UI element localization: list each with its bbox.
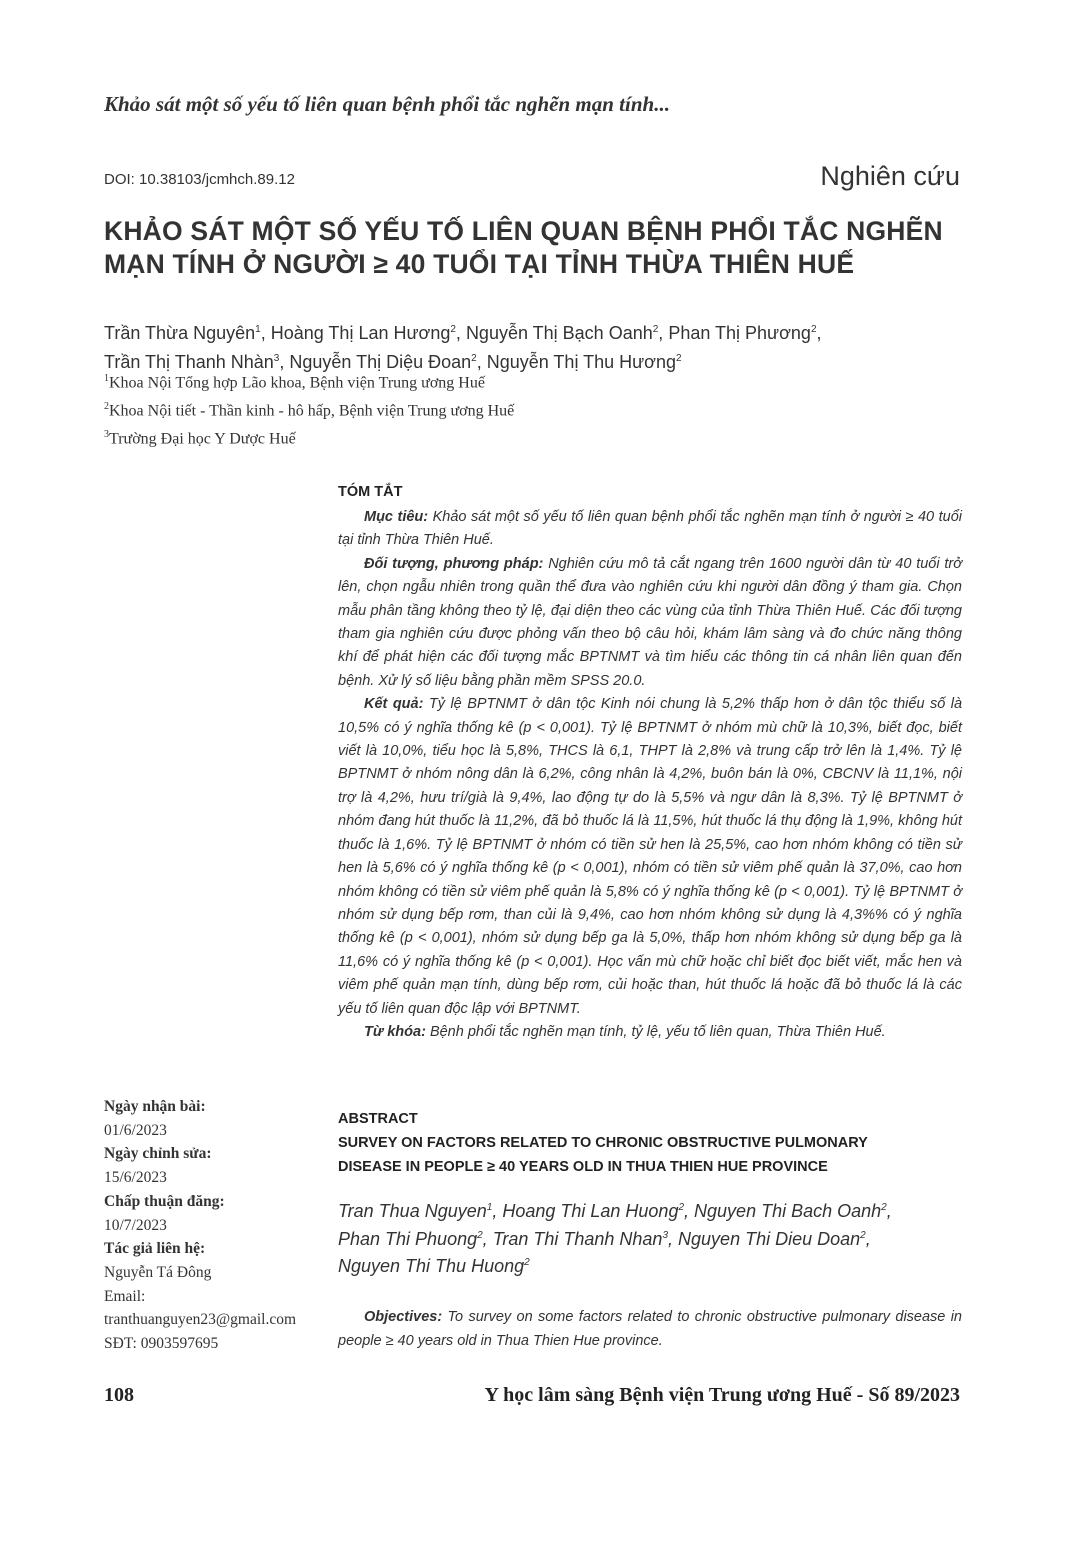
title-line-1: KHẢO SÁT MỘT SỐ YẾU TỐ LIÊN QUAN BỆNH PHỔI TẮC NGHẼN [104, 216, 943, 246]
doi-tuong-text: Nghiên cứu mô tả cắt ngang trên 1600 người dân từ 40 tuổi trở lên, chọn ngẫu nhiên trong quần thể đưa vào nghiên cứu khi người dân đồng ý tham gia. Chọn mẫu phân tầng không theo tỷ lệ, đại diện theo các vùng của tỉnh Thừa Thiên Huế. Các đối tượng tham gia nghiên cứu được phỏng vấn theo bộ câu hỏi, khám lâm sàng và đo chức năng thông khí để phát hiện các đối tượng mắc BPTNMT và tìm hiểu các thông tin cá nhân liên quan đến bệnh. Xử lý số liệu bằng phần mềm SPSS 20.0. [338, 555, 962, 689]
author-sup: 2 [471, 353, 477, 364]
author-sup: 2 [810, 324, 817, 335]
author-sup: 2 [860, 1229, 866, 1241]
author-sup: 2 [881, 1202, 887, 1213]
author-name: Tran Thua Nguyen [338, 1201, 487, 1221]
muc-tieu-text: Khảo sát một số yếu tố liên quan bệnh phổi tắc nghẽn mạn tính ở người ≥ 40 tuổi tại tỉnh Thừa Thiên Huế. [338, 509, 963, 549]
muc-tieu-paragraph [338, 506, 962, 553]
objectives-paragraph [338, 1305, 962, 1353]
affiliation-text: Khoa Nội Tổng hợp Lão khoa, Bệnh viện Trung ương Huế [109, 374, 485, 392]
article-info-sidebar [104, 1095, 329, 1356]
affiliation-3 [104, 429, 804, 448]
section-label: Nghiên cứu [820, 161, 960, 191]
journal-footer: Y học lâm sàng Bệnh viện Trung ương Huế - Số 89/2023 [484, 1384, 960, 1406]
author-sup: 2 [652, 324, 659, 335]
affiliation-sup: 2 [104, 401, 109, 412]
author-name: Trần Thị Thanh Nhàn [104, 352, 274, 372]
affiliation-text: Trường Đại học Y Dược Huế [109, 430, 296, 448]
tu-khoa-paragraph [338, 1021, 962, 1044]
tu-khoa-text: Bệnh phổi tắc nghẽn mạn tính, tỷ lệ, yếu tố liên quan, Thừa Thiên Huế. [425, 1023, 886, 1040]
abstract-heading-block [338, 1107, 868, 1179]
revised-label: Ngày chỉnh sửa: [104, 1145, 212, 1163]
doi-tuong-label: Đối tượng, phương pháp: [364, 555, 544, 572]
abstract-objectives [338, 1305, 962, 1353]
author-sup: 2 [450, 324, 456, 335]
author-sup: 1 [255, 324, 261, 335]
title-line-2: MẠN TÍNH Ở NGƯỜI ≥ 40 TUỔI TẠI TỈNH THỪA THIÊN HUẾ [104, 249, 855, 279]
received-date: 01/6/2023 [104, 1121, 167, 1139]
author-name: Phan Thị Phương [668, 323, 811, 343]
author-name: Nguyen Thi Dieu Doan [678, 1228, 861, 1249]
email-link[interactable]: tranthuanguyen23@gmail.com [104, 1311, 297, 1329]
objectives-label: Objectives: [364, 1309, 443, 1325]
contact-name: Nguyễn Tá Đông [104, 1263, 212, 1281]
email-label: Email: [104, 1287, 146, 1305]
author-sup: 2 [524, 1257, 530, 1268]
ket-qua-text: Tỷ lệ BPTNMT ở dân tộc Kinh nói chung là 5,2% thấp hơn ở dân tộc thiểu số là 10,5% có ý nghĩa thống kê (p < 0,001). Tỷ lệ BPTNMT ở nhóm mù chữ là 10,3%, biết đọc, biết viết là 10,0%, tiểu học là 5,8%, THCS là 6,1, THPT là 2,8% và trung cấp trở lên là 1,4%. Tỷ lệ BPTNMT ở nhóm nông dân là 6,2%, công nhân là 4,2%, buôn bán là 0%, CBCNV là 11,1%, nội trợ là 4,2%, hưu trí/già là 9,4%, lao động tự do là 5,5% và ngư dân là 8,3%. Tỷ lệ BPTNMT ở nhóm đang hút thuốc là 11,2%, đã bỏ thuốc lá là 11,5%, hút thuốc lá thụ động là 1,9%, không hút thuốc là 1,6%. Tỷ lệ BPTNMT ở nhóm có tiền sử hen là 25,5%, cao hơn nhóm không có tiền sử hen là 5,6% có ý nghĩa thống kê (p < 0,001), nhóm có tiền sử viêm phế quản là 37,0%, cao hơn nhóm không có tiền sử viêm phế quản là 5,8% có ý nghĩa thống kê (p < 0,001). Tỷ lệ BPTNMT ở nhóm sử dụng bếp rơm, than củi là 9,4%, cao hơn nhóm không sử dụng là 4,3%% có ý nghĩa thống kê (p < 0,001), nhóm sử dụng bếp ga là 5,0%, thấp hơn nhóm không sử dụng bếp ga là 11,6% có ý nghĩa thống kê (p < 0,001). Học vấn mù chữ hoặc chỉ biết đọc biết viết, mắc hen và viêm phế quản mạn tính, dùng bếp rơm, củi hoặc than, hút thuốc lá hoặc đã bỏ thuốc lá là các yếu tố liên quan độc lập với BPTNMT. [338, 696, 963, 1017]
affiliation-2 [104, 401, 804, 420]
author-sup: 2 [477, 1229, 483, 1241]
author-name: Hoang Thi Lan Huong [502, 1201, 679, 1221]
running-title: Khảo sát một số yếu tố liên quan bệnh phổi tắc nghẽn mạn tính... [104, 92, 670, 116]
author-line-1: Trần Thừa Nguyên$^1$, Hoàng Thị Lan Hương$^2$, Nguyễn Thị Bạch Oanh$^2$, Phan Thị Phương$^2$, [104, 323, 822, 343]
abstract-author-line-2: Phan Thi Phuong$^2$, Tran Thi Thanh Nhan$^3$, Nguyen Thi Dieu Doan$^2$, [338, 1228, 871, 1249]
abstract-heading: ABSTRACT [338, 1111, 418, 1127]
author-name: Nguyễn Thị Thu Hương [486, 352, 677, 372]
revised-date: 15/6/2023 [104, 1169, 167, 1187]
author-line-2: Trần Thị Thanh Nhàn$^3$, Nguyễn Thị Diệu Đoan$^2$, Nguyễn Thị Thu Hương$^2$ [104, 352, 682, 372]
author-name: Nguyen Thi Thu Huong [338, 1256, 525, 1276]
author-name: Nguyen Thi Bach Oanh [694, 1201, 882, 1221]
author-sup: 3 [662, 1229, 669, 1241]
author-list [104, 317, 964, 375]
received-label: Ngày nhận bài: [104, 1098, 206, 1115]
ket-qua-label: Kết quả: [364, 696, 424, 713]
author-name: Tran Thi Thanh Nhan [492, 1228, 663, 1249]
tom-tat-body [338, 506, 962, 1044]
accepted-date: 10/7/2023 [104, 1216, 167, 1234]
author-sup: 2 [676, 353, 682, 364]
article-title [104, 215, 964, 281]
author-name: Trần Thừa Nguyên [104, 323, 256, 343]
abstract-title-line-1: SURVEY ON FACTORS RELATED TO CHRONIC OBSTRUCTIVE PULMONARY [338, 1135, 868, 1151]
affiliation-sup: 3 [104, 429, 109, 440]
author-name: Nguyễn Thị Diệu Đoan [289, 352, 472, 372]
abstract-author-line-3 [338, 1251, 962, 1279]
author-sup: 3 [273, 353, 280, 364]
author-name: Nguyễn Thị Bạch Oanh [465, 323, 653, 343]
phone-number: SĐT: 0903597695 [104, 1335, 219, 1353]
ket-qua-paragraph [338, 693, 962, 1021]
doi-link[interactable]: DOI: 10.38103/jcmhch.89.12 [104, 171, 295, 188]
abstract-author-line-1: Tran Thua Nguyen$^1$, Hoang Thi Lan Huong$^2$, Nguyen Thi Bach Oanh$^2$, [338, 1201, 892, 1221]
page-number: 108 [104, 1384, 134, 1406]
contact-label: Tác giả liên hệ: [104, 1240, 206, 1258]
tom-tat-heading: TÓM TẮT [338, 484, 403, 500]
abstract-title-line-2: DISEASE IN PEOPLE ≥ 40 YEARS OLD IN THUA THIEN HUE PROVINCE [338, 1159, 828, 1175]
author-name: Phan Thi Phuong [338, 1228, 478, 1249]
doi-tuong-paragraph [338, 553, 962, 693]
affiliation-text: Khoa Nội tiết - Thần kinh - hô hấp, Bệnh viện Trung ương Huế [109, 402, 515, 420]
accepted-label: Chấp thuận đăng: [104, 1192, 225, 1210]
objectives-text: To survey on some factors related to chronic obstructive pulmonary disease in people ≥ 40 years old in Thua Thien Hue province. [338, 1309, 962, 1349]
author-sup: 1 [486, 1202, 493, 1213]
muc-tieu-label: Mục tiêu: [364, 509, 429, 525]
author-name: Hoàng Thị Lan Hương [270, 323, 451, 343]
author-sup: 2 [678, 1202, 685, 1213]
affiliation-1 [104, 373, 804, 392]
affiliation-sup: 1 [104, 373, 109, 384]
tu-khoa-label: Từ khóa: [364, 1023, 426, 1040]
abstract-author-list [338, 1196, 962, 1279]
